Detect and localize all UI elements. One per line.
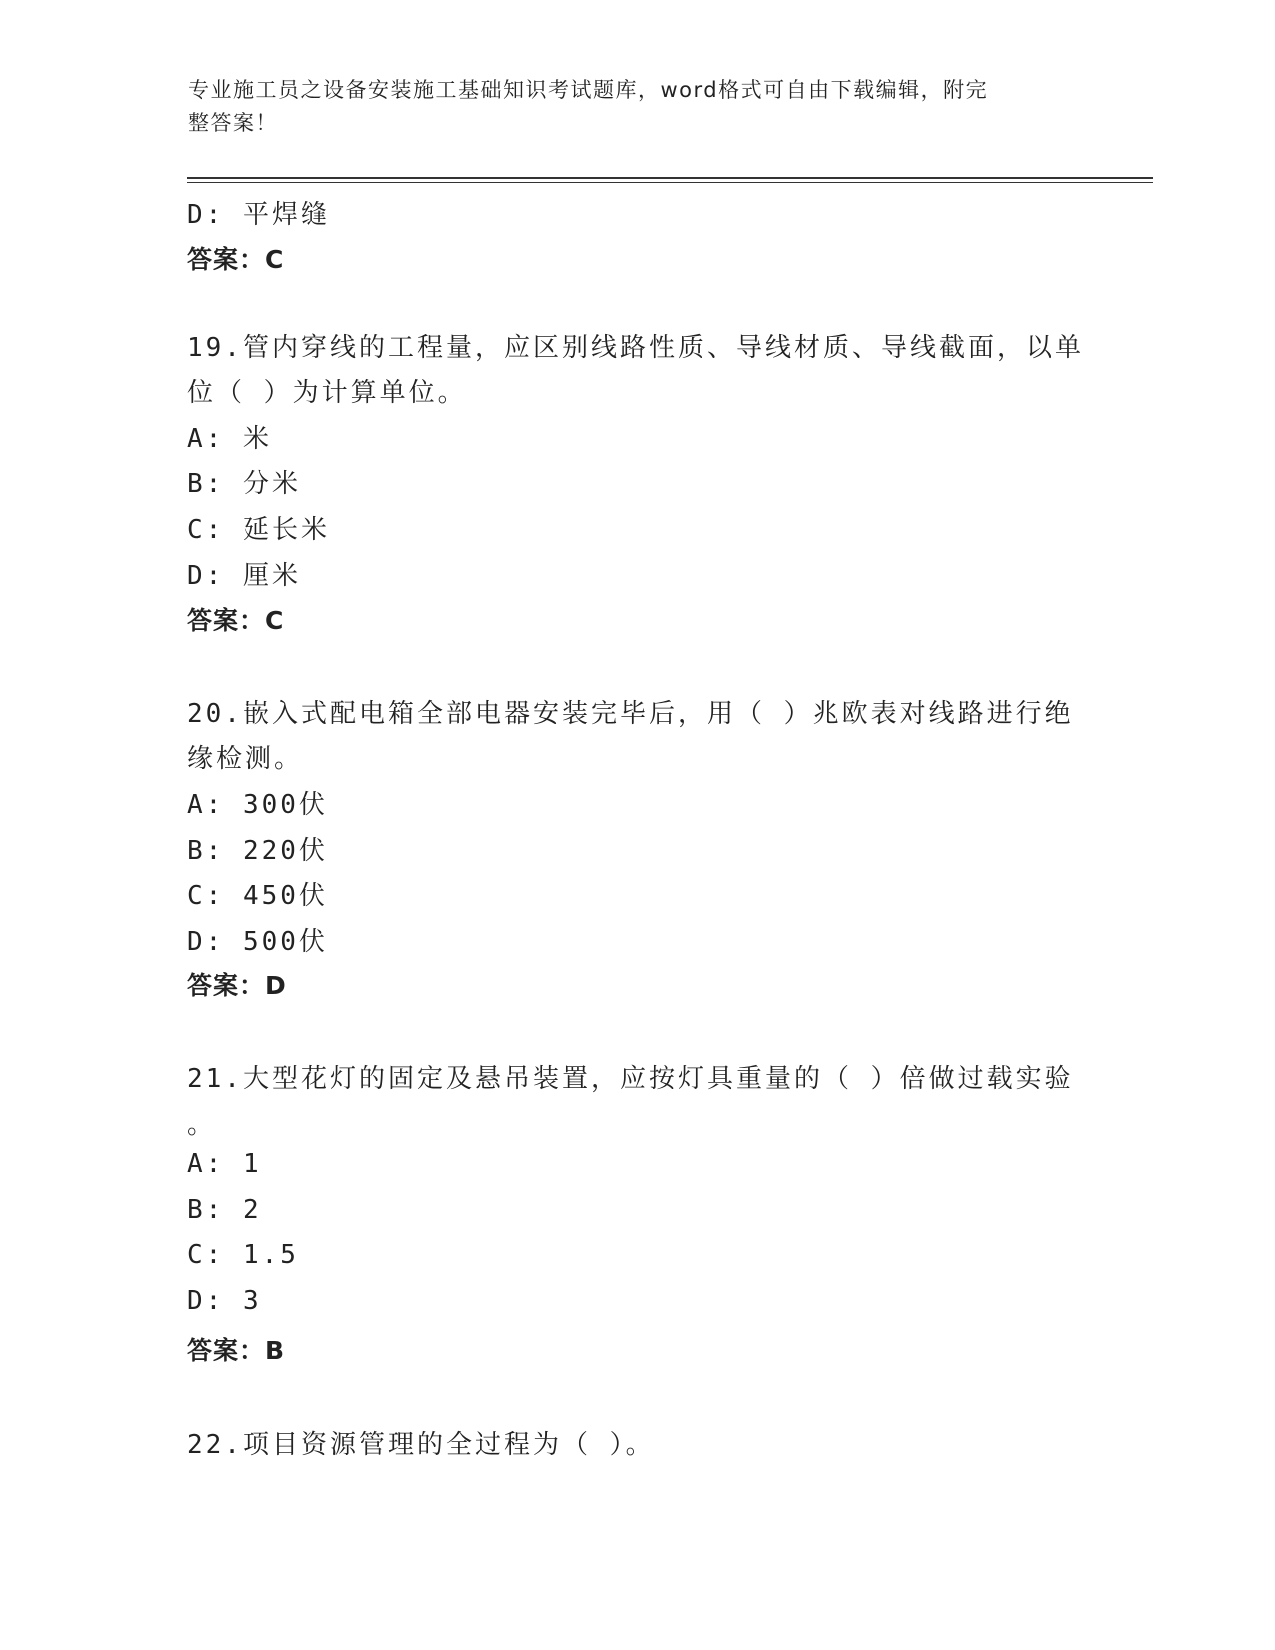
option-c: C: 1.5: [187, 1240, 299, 1270]
question-stem-line-2: 位（ ）为计算单位。: [187, 378, 467, 408]
question-stem-line-1: 19.管内穿线的工程量，应区别线路性质、导线材质、导线截面，以单: [187, 333, 1084, 363]
header-divider: [187, 177, 1153, 183]
answer: 答案：C: [187, 606, 285, 635]
answer: 答案：B: [187, 1336, 286, 1365]
option-c: C: 延长米: [187, 515, 330, 545]
option-d: D: 厘米: [187, 561, 301, 591]
question-stem-line-1: 22.项目资源管理的全过程为（ ）。: [187, 1430, 655, 1460]
option-c: C: 450伏: [187, 881, 328, 911]
option-a: A: 300伏: [187, 790, 328, 820]
option-b: B: 220伏: [187, 836, 328, 866]
option-b: B: 分米: [187, 469, 301, 499]
option-d: D: 500伏: [187, 927, 328, 957]
option-a: A: 米: [187, 424, 272, 454]
answer: 答案：D: [187, 971, 287, 1000]
page-header: [188, 74, 1068, 140]
header-title-line-2: 整答案！: [188, 111, 278, 135]
header-title-line-1: 专业施工员之设备安装施工基础知识考试题库，word格式可自由下载编辑，附完: [188, 78, 989, 102]
question-stem-line-2: 缘检测。: [187, 744, 304, 774]
option-d: D: 3: [187, 1286, 262, 1316]
option-d: D: 平焊缝: [187, 200, 330, 230]
answer: 答案：C: [187, 245, 285, 274]
question-stem-line-1: 20.嵌入式配电箱全部电器安装完毕后，用（ ）兆欧表对线路进行绝: [187, 699, 1074, 729]
option-b: B: 2: [187, 1195, 262, 1225]
option-a: A: 1: [187, 1149, 262, 1179]
question-stem-line-1: 21.大型花灯的固定及悬吊装置，应按灯具重量的（ ）倍做过载实验: [187, 1064, 1074, 1094]
question-stem-line-2: 。: [187, 1110, 217, 1140]
